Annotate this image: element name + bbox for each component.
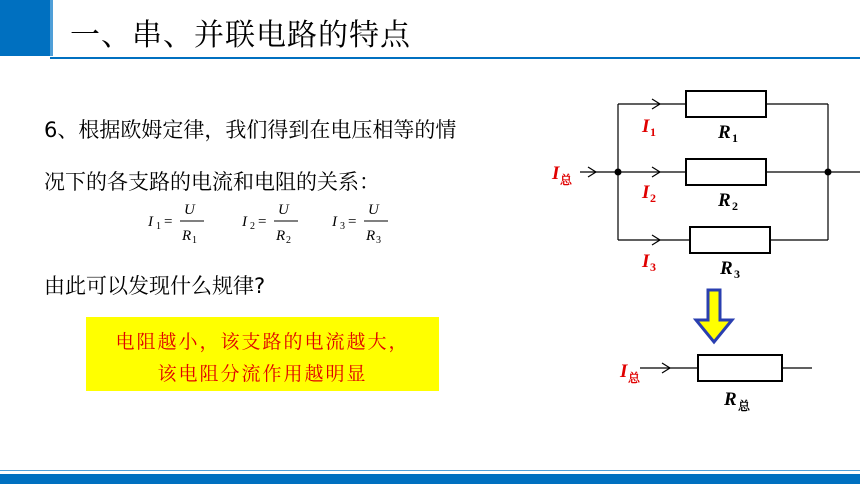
title-accent-bar [0, 0, 50, 56]
label-i2-sub: 2 [650, 191, 656, 205]
formula-3-lhs: I [332, 214, 337, 230]
title-accent-strip [50, 0, 53, 56]
junction-left [615, 169, 622, 176]
parallel-circuit-diagram [540, 80, 860, 420]
resistor-r3 [690, 227, 770, 253]
ohm-law-formulas [146, 196, 406, 252]
formula-2-lhs-sub: 2 [250, 221, 255, 232]
junction-right [825, 169, 832, 176]
formula-2-denominator: R [276, 228, 286, 244]
label-eq-r: R [724, 389, 737, 410]
formula-1-denominator: R [182, 228, 192, 244]
formula-1-lhs: I [148, 214, 153, 230]
answer-highlight-box [86, 317, 439, 391]
label-r2: R [718, 190, 731, 211]
formula-1-numerator: U [184, 202, 195, 218]
label-i1: I [642, 116, 650, 137]
label-i-total: I [552, 163, 560, 184]
resistor-total [698, 355, 782, 381]
label-i3-sub: 3 [650, 260, 656, 274]
resistor-r1 [686, 91, 766, 117]
label-eq-i-sub: 总 [628, 371, 641, 385]
label-i-total-sub: 总 [560, 173, 573, 187]
formula-3-den-sub: 3 [376, 235, 381, 246]
paragraph-line-1: 6、根据欧姆定律，我们得到在电压相等的情 [44, 118, 457, 142]
formula-3-denominator: R [366, 228, 376, 244]
formula-2-den-sub: 2 [286, 235, 291, 246]
question-text: 由此可以发现什么规律? [44, 274, 266, 298]
label-eq-r-sub: 总 [738, 399, 751, 413]
paragraph-line-2: 况下的各支路的电流和电阻的关系： [44, 170, 380, 194]
label-i1-sub: 1 [650, 125, 656, 139]
formula-2-lhs: I [242, 214, 247, 230]
footer-bar [0, 474, 860, 484]
formula-3 [331, 202, 388, 246]
formula-1-den-sub: 1 [192, 235, 197, 246]
resistor-r2 [686, 159, 766, 185]
label-i2: I [642, 182, 650, 203]
label-r3: R [720, 258, 733, 279]
formula-2 [241, 202, 298, 246]
title-divider [50, 57, 860, 59]
formula-1-lhs-sub: 1 [156, 221, 161, 232]
svg-text:=: = [164, 214, 173, 230]
formula-3-lhs-sub: 3 [340, 221, 345, 232]
svg-text:=: = [258, 214, 267, 230]
label-r1: R [718, 122, 731, 143]
label-r3-sub: 3 [734, 267, 740, 281]
label-r1-sub: 1 [732, 131, 738, 145]
svg-text:=: = [348, 214, 357, 230]
answer-line-2: 该电阻分流作用越明显 [157, 363, 368, 385]
label-r2-sub: 2 [732, 199, 738, 213]
page-title: 一、串、并联电路的特点 [70, 18, 411, 53]
formula-2-numerator: U [278, 202, 289, 218]
down-arrow-icon [696, 290, 732, 342]
label-eq-i: I [620, 361, 628, 382]
formula-3-numerator: U [368, 202, 379, 218]
label-i3: I [642, 251, 650, 272]
answer-line-1: 电阻越小，该支路的电流越大， [115, 331, 410, 353]
formula-1 [147, 202, 204, 246]
footer-thin-line [0, 470, 860, 471]
